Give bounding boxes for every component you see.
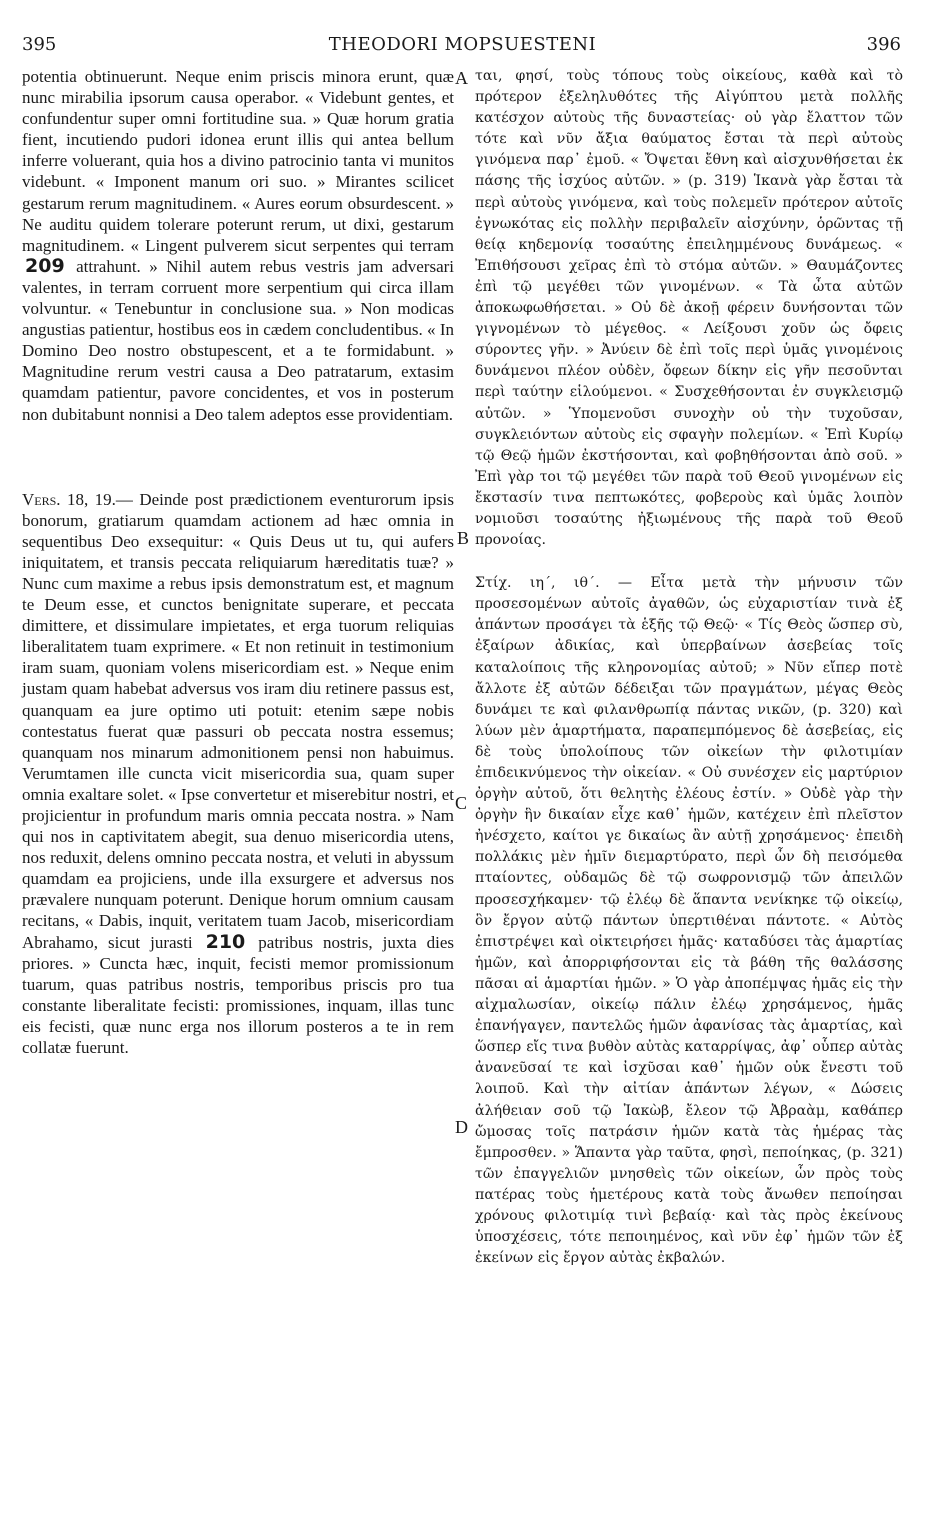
page-number-left: 395 [22, 34, 57, 55]
latin-column [22, 66, 454, 1058]
margin-letter-b: B [457, 528, 470, 548]
running-header [0, 0, 925, 60]
latin-paragraph-2 [22, 489, 454, 1059]
margin-letter-d: D [455, 1117, 468, 1137]
latin-text: Deinde post prædictionem eventurorum ipsis bonorum, gratiarum quamdam actionem ad hæc omnia in sequentibus Deo exsequitur: « Quis Deus ut tu, qui aufers iniquitatem, et transis peccata reliquiarum hæreditatis tuæ? » Nunc cum maxime a rebus ipsis demonstratum est, et magnum te Deum esse, et cunctos benignitate superare, et peccata dimittere, et dissimulare impietates, et erga tuorum reliquias liberalitatem tuam exprimere. « Et non retinuit in testimonium iram suam, quoniam volens misericordiam est. » Neque enim justam quam habebat adversus vos iram diu retinere passus est, quanquam ea jure optimo uti potuit: etenim sæpe nobis contestatus fuerat quæ passuri ob peccata nostra essemus; quanquam nos minarum admonitionem pensi non habuimus. Verumtamen ille cuncta vicit misericordia sua, quam super omnia exaltare solet. « Ipse convertetur et miserebitur nostri, et projicientur in profundum maris omnia peccata nostra. » Nam qui nos in captivitatem abegit, sua denuo misericordia utens, nos reduxit, delens omnino peccata nostra, et veluti in abyssum quamdam ea projiciens, unde illa exsurgere et adversus nos prævalere nunquam poterunt. Denique horum omnium causam recitans, « Dabis, inquit, veritatem tuam Jacob, misericordiam Abrahamo, sicut jurasti [22, 489, 455, 952]
latin-text: potentia obtinuerunt. Neque enim priscis minora erunt, quæ nunc mirabilia ipsorum causa operabor. « Videbunt gentes, et confundentur super omni fortitudine sua. » Quæ horum gratia fient, incutiendo pudori idonea erunt illis qui antea bellum inferre voluerant, quia hos a divino patrocinio tanta vi munitos videbunt. « Imponent manum ori suo. » Mirantes scilicet gestarum rerum magnitudinem. « Aures eorum obsurdescent. » Ne auditu quidem tolerare poterunt rerum, ut dixi, gestarum magnitudinem. « Lingent pulverem sicut serpentes qui terram [22, 67, 454, 255]
column-marker: 210 [205, 930, 246, 953]
margin-letter-a: A [455, 68, 468, 88]
latin-text: patribus nostris, juxta dies priores. » Cuncta hæc, inquit, fecisti memor promissionum tuarum, quas patribus nostris, temporibus priscis pro tua constante liberalitate fecisti: promissiones, inquam, illas tunc eis fecisti, quæ nunc erga nos illorum posteros a te in rem collatæ fuerunt. [22, 932, 455, 1058]
greek-paragraph-1: ται, φησί, τοὺς τόπους τοὺς οἰκείους, καθὰ καὶ τὸ πρότερον ἐξεληλυθότες τῆς Αἰγύπτου μετὰ πολλῆς κατέσχον αὐτοὺς τῆς δυναστείας· οὐ γὰρ ἔλαττον τῶν τότε καὶ νῦν ἄξια θαύματος ἔσται τὰ περὶ αὐτοὺς γινόμενα παρ᾽ ἐμοῦ. « Ὄψεται ἔθνη καὶ αἰσχυνθήσεται ἐκ πάσης τῆς ἰσχύος αὐτῶν. » (p. 319) Ἱκανὰ γὰρ ἔσται τὰ περὶ αὐτοὺς γινόμενα, καὶ τοὺς πολεμεῖν πρότερον αὐτοῖς ἐγνωκότας εἰς πολλὴν περιβαλεῖν αἰσχύνην, ὁρῶντας τῇ θείᾳ κηδεμονίᾳ τοσαύτης ἐπειλημμένους δυνάμεως. « Ἐπιθήσουσι χεῖρας ἐπὶ τὸ στόμα αὐτῶν. » Θαυμάζοντες ἐπὶ τῷ μεγέθει τῶν γινομένων. « Τὰ ὦτα αὐτῶν ἀποκωφωθήσεται. » Οὐ δὲ ἀκοῇ φέρειν δυνήσονται τῶν γιγνομένων τὸ μέγεθος. « Λείξουσι χοῦν ὡς ὄφεις σύροντες γῆν. » Ἀνύειν δὲ ἐπὶ τοῖς περὶ ὑμᾶς γινομένοις δυνάμενοι πλέον οὐδὲν, ὄφεων δίκην εἰς γῆν πεσοῦνται περὶ ταύτην εἱλούμενοι. « Συσχεθήσονται ἐν συγκλεισμῷ αὐτῶν. » Ὑπομενοῦσι συνοχὴν οὐ τὴν τυχοῦσαν, συγκλειόντων αὐτοὺς εἰς σφαγὴν πολεμίων. « Ἐπὶ Κυρίῳ τῷ Θεῷ ἡμῶν ἐκστήσονται, καὶ φοβηθήσονται ἀπὸ σοῦ. » Ἐπὶ γὰρ τοι τῷ μεγέθει τῶν παρὰ τοῦ Θεοῦ γινομένων εἰς ἔκστασίν τινα πεπτωκότες, φοβεροὺς καὶ ὑμᾶς λοιπὸν νομιοῦσι τοσαύτης ἠξιωμένους τῆς παρὰ τοῦ Θεοῦ προνοίας. [475, 68, 903, 549]
verse-heading: Vers. 18, 19.— [22, 489, 133, 509]
greek-paragraph-2: Στίχ. ιη΄, ιθ΄. — Εἶτα μετὰ τὴν μήνυσιν τῶν προσεσομένων αὐτοῖς ἀγαθῶν, ὡς εὐχαριστίαν τινὰ ἐξ ἁπάντων προσάγει τὰ ἑξῆς τῷ Θεῷ· « Τίς Θεὸς ὥσπερ σὺ, ἐξαίρων ἀδικίας, καὶ ὑπερβαίνων ἀσεβείας τοῖς καταλοίποις τῆς κληρονομίας αὐτοῦ; » Νῦν εἴπερ ποτὲ ἄλλοτε ἐξ αὐτῶν δέδειξαι τῶν πραγμάτων, μέγας Θεὸς δυνάμει τε καὶ φιλανθρωπίᾳ πάντας νικῶν, (p. 320) καὶ λύων μὲν ἁμαρτήματα, παραπεμπόμενος δὲ ἀσεβείας, εἰς δὲ τοὺς ὑπολοίπους τῶν οἰκείων τὴν φιλοτιμίαν ἐπιδεικνύμενος τὴν οἰκείαν. « Οὐ συνέσχεν εἰς μαρτύριον ὀργὴν αὐτοῦ, ὅτι θελητὴς ἐλέους ἐστίν. » Οὐδὲ γὰρ τὴν ὀργὴν ἣν δικαίαν εἶχε καθ᾽ ἡμῶν, κατέχειν ἐπὶ πλεῖστον ἠνέσχετο, καίτοι γε δικαίως ἂν αὐτῇ χρησάμενος· ἐπειδὴ πολλάκις μὲν ἡμῖν διεμαρτύρατο, περὶ ὧν δὴ πεισόμεθα πταίοντες, οὐδαμῶς δὲ τῷ σωφρονισμῷ τῶν ἀπειλῶν προσεσχήκαμεν· τῷ ἐλέῳ δὲ ἅπαντα νενίκηκε τῷ οἰκείῳ, ὃν ἔργον αὐτῷ πάντων ὑπερτιθέναι πάντοτε. « Αὐτὸς ἐπιστρέψει καὶ οἰκτειρήσει ἡμᾶς· καταδύσει τὰς ἁμαρτίας ἡμῶν, καὶ ἀπορριφήσονται εἰς τὰ βάθη τῆς θαλάσσης πᾶσαι αἱ ἁμαρτίαι ἡμῶν. » Ὁ γὰρ ἀποπέμψας ἡμᾶς εἰς τὴν αἰχμαλωσίαν, οἰκείῳ πάλιν ἐλέῳ χρησάμενος, ἡμᾶς ἐπανήγαγεν, παντελῶς ἡμῶν ἀφανίσας τὰς ἁμαρτίας, καὶ ὥσπερ εἴς τινα βυθὸν αὐτὰς καταρρίψας, ἀφ᾽ οὗπερ αὐτὰς ἀνανεῦσαί τε καὶ ἰσχῦσαι καθ᾽ ἡμῶν οὐκ ἔνεστι τοῦ λοιποῦ. Καὶ τὴν αἰτίαν ἁπάντων λέγων, « Δώσεις ἀλήθειαν σοῦ τῷ Ἰακὼβ, ἔλεον τῷ Ἀβραὰμ, καθάπερ ὤμοσας τοῖς πατράσιν ἡμῶν κατὰ τὰς ἡμέρας τὰς ἔμπροσθεν. » Ἅπαντα γὰρ ταῦτα, φησὶ, πεποίηκας, (p. 321) τῶν ἐπαγγελιῶν μνησθεὶς τῶν οἰκείων, ὧν πρὸς τοὺς πατέρας τοὺς ἡμετέρους κατὰ τοὺς ἄνωθεν πεποίησαι χρόνους φιλοτιμίᾳ τινὶ βεβαίᾳ· καὶ τὰς πρὸς ἐκείνους ὑποσχέσεις, τότε πεποιημένος, καὶ νῦν ἐφ᾽ ἡμῶν τῶν ἐξ ἐκείνων εἰς ἔργον αὐτὰς ἐκβαλών. [475, 575, 903, 1267]
margin-letter-c: C [455, 793, 468, 813]
latin-paragraph-1 [22, 66, 454, 425]
column-marker: 209 [25, 254, 65, 277]
page-number-right: 396 [866, 34, 901, 55]
latin-text: attrahunt. » Nihil autem rebus vestris jam adversari valentes, in terram corruent more serpentium qui circa illam volvuntur. « Tenebuntur in conclusione sua. » Non modicas angustias patientur, hostibus eos in cædem concludentibus. « In Domino Deo nostro obstupescent, et a te formidabunt. » Magnitudine rerum vestri causa a Deo patratarum, extasim quamdam patientur, pavore concidentes, et vos in posterum non dubitabunt nonnisi a Deo talem adeptos esse providentiam. [22, 256, 455, 424]
greek-column [475, 66, 903, 1269]
running-title: THEODORI MOPSUESTENI [328, 34, 597, 55]
